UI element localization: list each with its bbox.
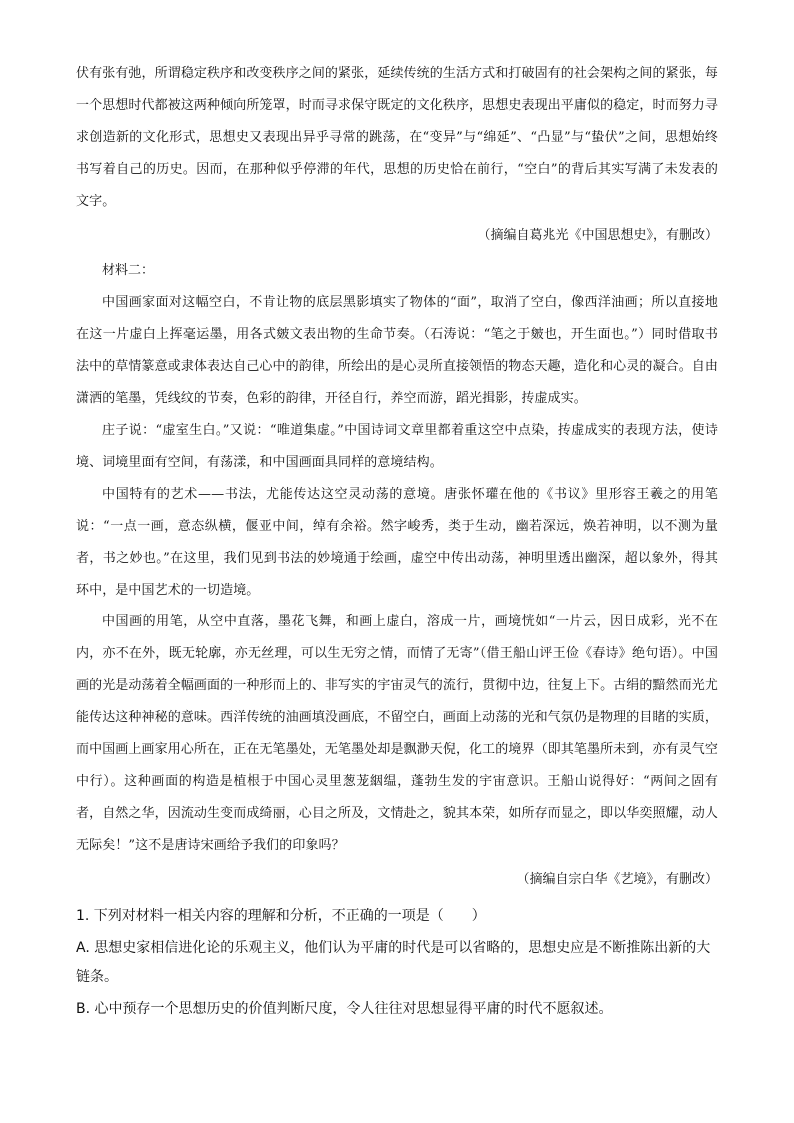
material2-paragraph-1: 中国画家面对这幅空白，不肯让物的底层黑影填实了物体的“面”，取消了空白，像西洋油画；所以直接地在这一片虚白上挥毫运墨，用各式皴文表出物的生命节奏。（石涛说：“笔之于皴也，开生面也。”）同时借取书法中的草情篆意或隶体表达自己心中的韵律，所绘出的是心灵所直接领悟的物态天趣，造化和心灵的凝合。自由潇洒的笔墨，凭线纹的节奏，色彩的韵律，开径自行，养空而游，蹈光揖影，抟虚成实。 xyxy=(76,295,718,407)
source-citation-1: （摘编自葛兆光《中国思想史》，有删改） xyxy=(477,227,718,243)
material2-paragraph-3: 中国特有的艺术——书法，尤能传达这空灵动荡的意境。唐张怀瓘在他的《书议》里形容王羲之的用笔说：“一点一画，意态纵横，偃亚中间，绰有余裕。然字峻秀，类于生动，幽若深远，焕若神明，以不测为量者，书之妙也。”在这里，我们见到书法的妙境通于绘画，虚空中传出动荡，神明里透出幽深，超以象外，得其环中，是中国艺术的一切造境。 xyxy=(76,486,718,598)
material2-paragraph-4: 中国画的用笔，从空中直落，墨花飞舞，和画上虚白，溶成一片，画境恍如“一片云，因日成彩，光不在内，亦不在外，既无轮廓，亦无丝理，可以生无穷之情，而情了无寄”（借王船山评王俭《春诗》绝句语）。中国画的光是动荡着全幅画面的一种形而上的、非写实的宇宙灵气的流行，贯彻中边，往复上下。古绢的黯然而光尤能传达这种神秘的意味。西洋传统的油画填没画底，不留空白，画面上动荡的光和气氛仍是物理的目睹的实质，而中国画上画家用心所在，正在无笔墨处，无笔墨处却是飘渺天倪，化工的境界（即其笔墨所未到，亦有灵气空中行）。这种画面的构造是植根于中国心灵里葱茏絪缊，蓬勃生发的宇宙意识。王船山说得好：“两间之固有者，自然之华，因流动生变而成绮丽，心目之所及，文情赴之，貌其本荣，如所存而显之，即以华奕照耀，动人无际矣！”这不是唐诗宋画给予我们的印象吗？ xyxy=(76,614,718,853)
material2-heading: 材料二： xyxy=(102,263,155,279)
question-1-option-b: B. 心中预存一个思想历史的价值判断尺度，令人往往对思想显得平庸的时代不愿叙述。 xyxy=(76,1000,613,1017)
material1-tail-paragraph: 伏有张有弛，所谓稳定秩序和改变秩序之间的紧张，延续传统的生活方式和打破固有的社会架构之间的紧张，每一个思想时代都被这两种倾向所笼罩，时而寻求保守既定的文化秩序，思想史表现出平庸似的稳定，时而努力寻求创造新的文化形式，思想史又表现出异乎寻常的跳荡，在“变异”与“绵延”、“凸显”与“蛰伏”之间，思想始终书写着自己的历史。因而，在那种似乎停滞的年代，思想的历史恰在前行，“空白”的背后其实写满了未发表的文字。 xyxy=(76,66,718,209)
question-1-stem: 1. 下列对材料一相关内容的理解和分析，不正确的一项是（ ） xyxy=(76,907,486,924)
question-1-option-a: A. 思想史家相信进化论的乐观主义，他们认为平庸的时代是可以省略的，思想史应是不断推陈出新的大链条。 xyxy=(76,939,711,985)
source-citation-2: （摘编自宗白华《艺境》，有删改） xyxy=(516,871,718,887)
material2-paragraph-2: 庄子说：“虚室生白。”又说：“唯道集虚。”中国诗词文章里都着重这空中点染，抟虚成实的表现方法，使诗境、词境里面有空间，有荡漾，和中国画面具同样的意境结构。 xyxy=(76,422,718,470)
